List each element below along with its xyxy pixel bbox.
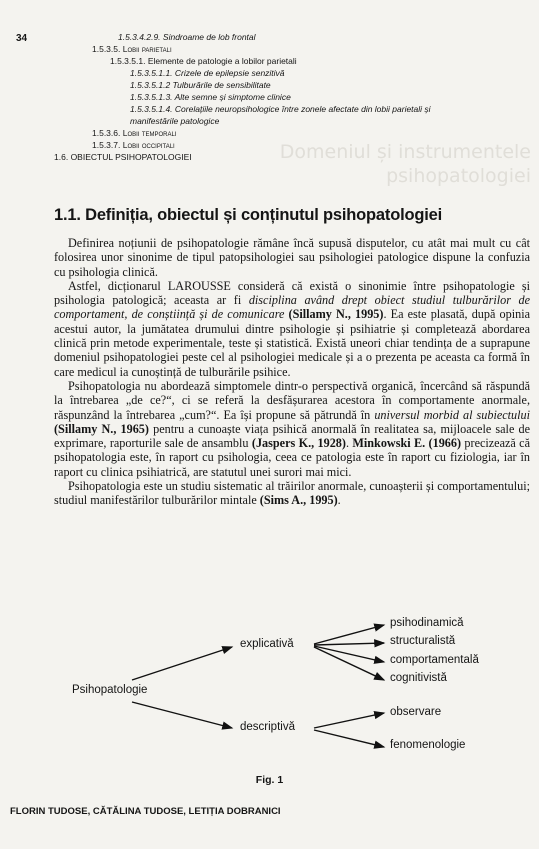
diagram-leaf-label: structuralistă [390, 635, 456, 647]
arrow-to-cognitivista [314, 647, 384, 680]
arrow-to-explicativa [132, 647, 232, 680]
diagram-leaf-label: cognitivistă [390, 672, 447, 684]
toc-entry: 1.5.3.5.1.1. Crizele de epilepsie senzitivă [130, 68, 285, 78]
figure-caption: Fig. 1 [255, 774, 284, 786]
diagram-leaf-label: observare [390, 706, 442, 718]
toc-entry: 1.5.3.5.1.3. Alte semne și simptome clinice [130, 92, 291, 102]
paragraph: Astfel, dicționarul LAROUSSE consideră că există o sinonimie între psihopatologie și psihologia patologică; aceasta ar fi disciplina având drept obiect studiul tulburărilor de comportament, de conștiință și de comunicare (Sillamy N., 1995). Ea este plasată, după opinia acestui autor, la jumătatea drumului dintre psihologie și psihiatrie și completează abordarea clinică prin metode experimentale, teste și statistică. Există uneori chiar tendința de a suprapune domeniul psihopatologiei peste cel al psihologiei medicale și a o prezenta pe aceasta ca formă în care medicul ia cunoștință de tulburările psihice. [54, 278, 530, 379]
diagram-branch-label: explicativă [240, 638, 294, 650]
arrow-to-comportamentala [314, 646, 384, 662]
toc-entry: 1.5.3.7. Lobii occipitali [92, 140, 175, 150]
paragraph: Definirea noțiunii de psihopatologie rămâne încă supusă disputelor, cu atât mai mult cu cât folosirea unor sinonime de tipul patopsihologiei sau psihologiei patologice dispune la confuzia cu psihologia clinică. [54, 236, 530, 279]
show-through-heading [200, 140, 539, 188]
toc-entry: 1.5.3.6. Lobii temporali [92, 128, 177, 138]
arrow-to-structuralista [314, 643, 384, 645]
paragraph: Psihopatologia este un studiu sistematic al trăirilor anormale, cunoașterii și comportamentului; studiul manifestărilor tulburărilor mintale (Sims A., 1995). [54, 479, 530, 508]
toc-entry: 1.5.3.4.2.9. Sindroame de lob frontal [118, 32, 256, 42]
arrow-to-psihodinamica [314, 625, 384, 644]
show-through-line-1: Domeniul și instrumentele [279, 141, 531, 163]
diagram-root-label: Psihopatologie [72, 684, 148, 696]
toc-entry: 1.5.3.5.1.4. Corelațiile neuropsihologice între zonele afectate din lobii parietali și [130, 104, 431, 114]
section-heading: 1.1. Definiția, obiectul și conținutul psihopatologiei [54, 206, 442, 224]
show-through-line-2: psihopatologiei [386, 165, 531, 187]
diagram-branch-label: descriptivă [240, 721, 295, 733]
diagram-leaf-label: fenomenologie [390, 739, 466, 751]
diagram-leaf-label: psihodinamică [390, 617, 464, 629]
toc-entry: 1.5.3.5.1. Elemente de patologie a lobilor parietali [110, 56, 297, 66]
toc-entry: 1.5.3.5. Lobii parietali [92, 44, 172, 54]
body-text [54, 236, 530, 508]
toc-entry-continued: manifestările patologice [130, 116, 220, 126]
page-number: 34 [16, 33, 28, 44]
arrow-to-observare [314, 713, 384, 728]
toc-entry: 1.5.3.5.1.2 Tulburările de sensibilitate [130, 80, 271, 90]
arrow-to-descriptiva [132, 702, 232, 728]
paragraph: Psihopatologia nu abordează simptomele dintr-o perspectivă organică, încercând să răspundă la întrebarea „de ce?“, ci se referă la desfășurarea acestora în comportamente anormale, răspunzând la întrebarea „cum?“. Ea își propune să pătrundă în universul morbid al subiectului (Sillamy N., 1965) pentru a cunoaște viața psihică anormală în realitatea sa, mijloacele sale de exprimare, raporturile sale de ansamblu (Jaspers K., 1928). Minkowski E. (1966) precizează că psihopatologia este, în raport cu psihologia, ceea ce patologia este în raport cu fiziologia, iar în raport cu clinica psihiatrică, are statutul unei surori mai mici. [54, 378, 531, 479]
toc-entry: 1.6. OBIECTUL PSIHOPATOLOGIEI [54, 152, 192, 162]
footer-authors: FLORIN TUDOSE, CĂTĂLINA TUDOSE, LETIȚIA DOBRANICI [10, 806, 281, 817]
arrow-to-fenomenologie [314, 730, 384, 747]
diagram-leaf-label: comportamentală [390, 654, 479, 666]
